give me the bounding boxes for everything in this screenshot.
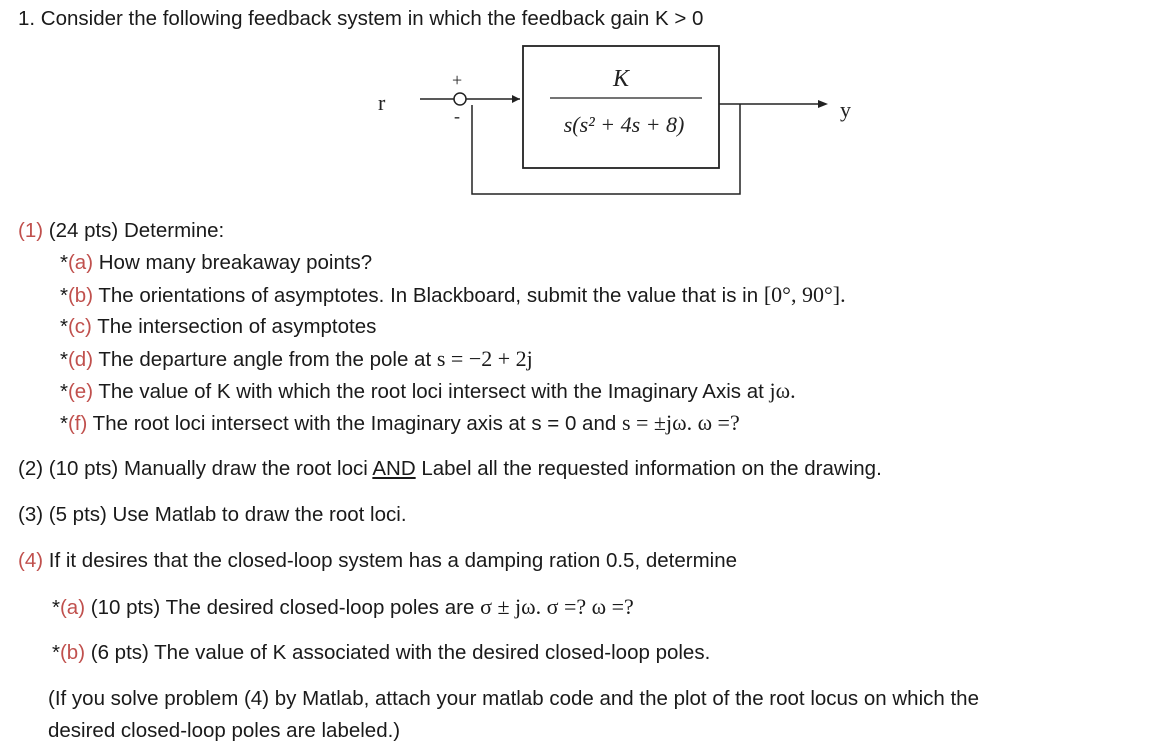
- item-label: (a): [59, 596, 86, 619]
- item-label: (c): [67, 315, 92, 338]
- item-text: The intersection of asymptotes: [91, 315, 377, 338]
- part4-number: (4): [18, 549, 44, 572]
- item-mark: *: [60, 315, 68, 338]
- problem-title: 1. Consider the following feedback system in which the feedback gain K > 0: [18, 7, 704, 30]
- item-math: σ ± jω. σ =? ω =?: [480, 594, 634, 619]
- item-text: The orientations of asymptotes. In Blackboard, submit the value that is in: [93, 284, 764, 307]
- item-math: s = ±jω. ω =?: [621, 410, 740, 435]
- output-arrowhead: [818, 100, 828, 108]
- tf-numerator: K: [612, 66, 630, 92]
- sum-plus-sign: +: [452, 70, 463, 90]
- part1-item-e: [60, 378, 796, 405]
- part1-item-c: [60, 314, 376, 340]
- item-label: (f): [67, 412, 88, 435]
- part3-number: (3): [18, 503, 44, 526]
- part3: [18, 502, 407, 528]
- forward-arrowhead: [512, 95, 520, 103]
- part1-text: (24 pts) Determine:: [43, 219, 225, 242]
- summing-junction: [454, 93, 466, 105]
- item-text: The root loci intersect with the Imaginary axis at s = 0 and: [87, 412, 622, 435]
- item-mark: *: [60, 284, 68, 307]
- part2-text-before: (10 pts) Manually draw the root loci: [43, 457, 373, 480]
- output-label: y: [840, 97, 851, 122]
- item-mark: *: [60, 348, 68, 371]
- item-text: (10 pts) The desired closed-loop poles are: [85, 596, 481, 619]
- part1-item-b: [60, 282, 846, 309]
- item-mark: *: [52, 641, 60, 664]
- item-math: jω.: [769, 378, 796, 403]
- item-text: How many breakaway points?: [93, 251, 373, 274]
- item-label: (d): [67, 348, 94, 371]
- part4-note-line1: (If you solve problem (4) by Matlab, attach your matlab code and the plot of the root locus on which the: [48, 687, 979, 710]
- item-text: The value of K with which the root loci intersect with the Imaginary Axis at: [93, 380, 770, 403]
- part3-text: (5 pts) Use Matlab to draw the root loci.: [43, 503, 407, 526]
- part2-underlined-and: AND: [372, 457, 416, 480]
- input-label: r: [378, 90, 386, 115]
- sum-minus-sign: -: [454, 106, 460, 126]
- part2-text-after: Label all the requested information on the drawing.: [415, 457, 882, 480]
- part1-item-a: [60, 250, 372, 276]
- item-mark: *: [52, 596, 60, 619]
- item-mark: *: [60, 412, 68, 435]
- item-math: [0°, 90°].: [763, 282, 846, 307]
- transfer-function-block: [523, 46, 719, 168]
- feedback-block-diagram: [360, 42, 880, 212]
- part4-header: [18, 548, 737, 574]
- part4-text: If it desires that the closed-loop system has a damping ration 0.5, determine: [43, 549, 738, 572]
- tf-denominator: s(s² + 4s + 8): [563, 112, 685, 137]
- part1-number: (1): [18, 219, 44, 242]
- item-label: (e): [67, 380, 94, 403]
- part4-item-b: [52, 640, 710, 666]
- item-label: (b): [67, 284, 94, 307]
- part4-item-a: [52, 594, 634, 621]
- part4-note-line2: desired closed-loop poles are labeled.): [48, 719, 401, 742]
- part2: [18, 456, 882, 482]
- item-label: (a): [67, 251, 94, 274]
- item-mark: *: [60, 251, 68, 274]
- item-text: The departure angle from the pole at: [93, 348, 437, 371]
- part1-header: [18, 218, 224, 244]
- part1-item-d: [60, 346, 533, 373]
- item-math: s = −2 + 2j: [436, 346, 533, 371]
- part2-number: (2): [18, 457, 44, 480]
- part1-item-f: [60, 410, 740, 437]
- item-text: (6 pts) The value of K associated with the desired closed-loop poles.: [85, 641, 711, 664]
- item-mark: *: [60, 380, 68, 403]
- item-label: (b): [59, 641, 86, 664]
